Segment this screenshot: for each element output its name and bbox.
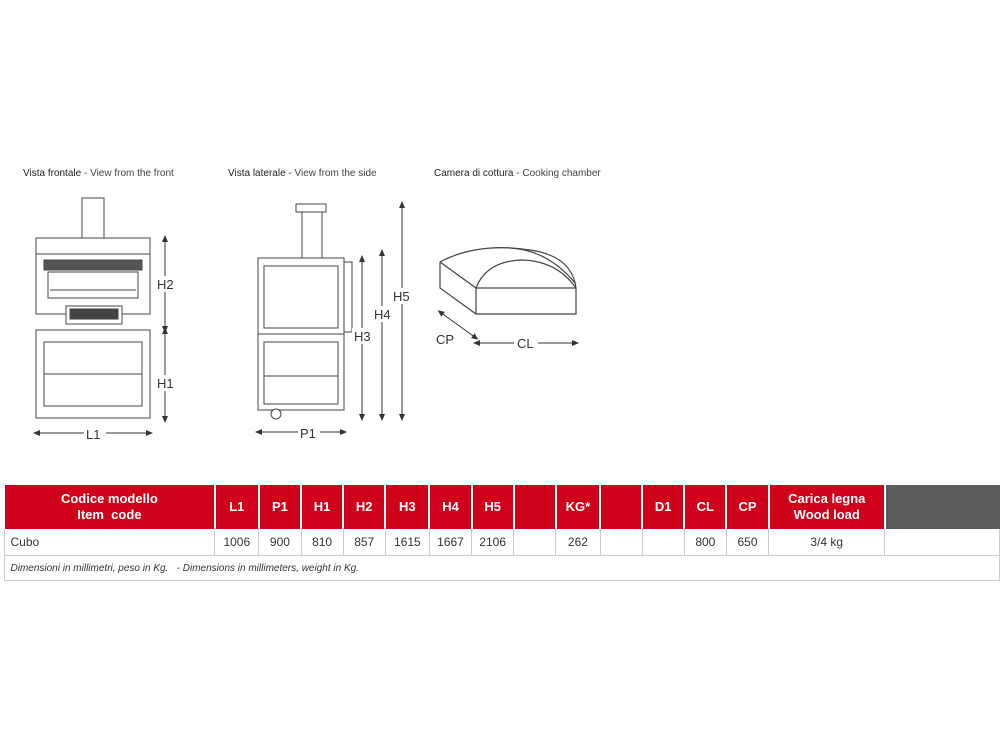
header-blank-1 xyxy=(514,485,556,529)
header-item-code: Codice modello Item code xyxy=(4,485,215,529)
table-row xyxy=(4,529,1000,556)
specification-table xyxy=(3,485,1000,581)
dim-label-cl: CL xyxy=(517,336,534,351)
header-h5: H5 xyxy=(472,485,514,529)
header-cp: CP xyxy=(726,485,768,529)
header-h1: H1 xyxy=(301,485,343,529)
dim-label-h5: H5 xyxy=(393,289,410,304)
cell-d1 xyxy=(642,529,684,556)
side-view-drawing xyxy=(258,204,352,419)
header-d1: D1 xyxy=(642,485,684,529)
header-p1: P1 xyxy=(259,485,301,529)
dim-label-h1: H1 xyxy=(157,376,174,391)
cell-cl: 800 xyxy=(684,529,726,556)
header-extra xyxy=(885,485,1000,529)
header-h2: H2 xyxy=(343,485,385,529)
header-h3: H3 xyxy=(385,485,429,529)
header-l1: L1 xyxy=(215,485,259,529)
side-view-caption: Vista laterale - View from the side xyxy=(228,168,377,179)
table-header-row xyxy=(4,485,1000,529)
cell-blank-1 xyxy=(514,529,556,556)
chamber-view-caption: Camera di cottura - Cooking chamber xyxy=(434,168,601,179)
chamber-dimensions xyxy=(436,312,576,352)
header-h4: H4 xyxy=(429,485,471,529)
cell-blank-2 xyxy=(600,529,642,556)
header-kg: KG* xyxy=(556,485,600,529)
table-note-row xyxy=(4,556,1000,581)
cooking-chamber-drawing xyxy=(440,248,576,314)
front-view-drawing xyxy=(36,198,150,418)
cell-p1: 900 xyxy=(259,529,301,556)
front-view-caption: Vista frontale - View from the front xyxy=(23,168,174,179)
dim-label-h3: H3 xyxy=(354,329,371,344)
cell-h4: 1667 xyxy=(429,529,471,556)
cell-h1: 810 xyxy=(301,529,343,556)
dim-label-h4: H4 xyxy=(374,307,391,322)
header-blank-2 xyxy=(600,485,642,529)
cell-wood: 3/4 kg xyxy=(769,529,885,556)
technical-drawings xyxy=(0,180,1000,460)
cell-extra xyxy=(885,529,1000,556)
cell-h5: 2106 xyxy=(472,529,514,556)
dim-label-cp: CP xyxy=(436,332,455,347)
cell-cp: 650 xyxy=(726,529,768,556)
header-cl: CL xyxy=(684,485,726,529)
units-note: Dimensioni in millimetri, peso in Kg. - Dimensions in millimeters, weight in Kg. xyxy=(4,556,1000,581)
header-wood-load: Carica legna Wood load xyxy=(769,485,885,529)
cell-kg: 262 xyxy=(556,529,600,556)
cell-name: Cubo xyxy=(4,529,215,556)
cell-l1: 1006 xyxy=(215,529,259,556)
dim-label-p1: P1 xyxy=(300,426,316,441)
cell-h2: 857 xyxy=(343,529,385,556)
dim-label-l1: L1 xyxy=(86,427,101,442)
dim-label-h2: H2 xyxy=(157,277,174,292)
cell-h3: 1615 xyxy=(385,529,429,556)
